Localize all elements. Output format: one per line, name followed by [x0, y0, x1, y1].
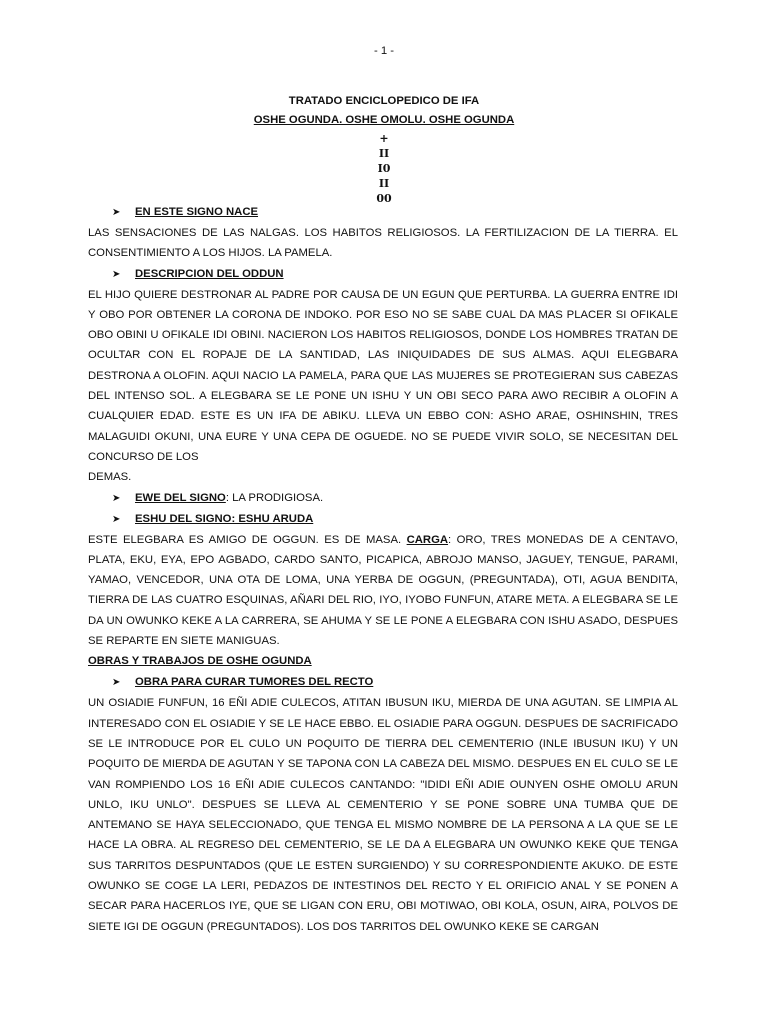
paragraph: [88, 530, 678, 652]
paragraph-tail: DEMAS.: [88, 471, 132, 484]
sign-mark: II: [378, 177, 390, 190]
right-arrowhead-icon: ➤: [112, 268, 121, 280]
sign-mark: 00: [376, 192, 392, 205]
heading-label: OBRA PARA CURAR TUMORES DEL RECTO: [135, 676, 374, 689]
paragraph: LAS SENSACIONES DE LAS NALGAS. LOS HABITOS RELIGIOSOS. LA FERTILIZACION DE LA TIERRA. EL CONSENTIMIENTO A LOS HIJOS. LA PAMELA.: [88, 227, 678, 260]
section-heading: OBRAS Y TRABAJOS DE OSHE OGUNDA: [88, 655, 312, 668]
sign-mark: II: [378, 147, 390, 160]
page-number: - 1 -: [373, 45, 395, 57]
text-segment: : ORO, TRES MONEDAS DE A CENTAVO, PLATA, EKU, EYA, EPO AGBADO, CARDO SANTO, PICAPICA, ABROJO MANSO, JAGUEY, TENGUE, PARAMI, YAMAO, VENCEDOR, UNA OTA DE LOMA, UNA YERBA DE OGGUN, (PREGUNTADA), OTI, AGUA BENDITA, TIERRA DE LAS CUATRO ESQUINAS, AÑARI DEL RIO, IYO, IYOBO FUNFUN, ATARE META. A ELEGBARA SE LE DA UN OWUNKO KEKE A LA CARRERA, SE AHUMA Y SE LE PONE A ELEGBARA CON ISHU ASADO, DESPUES SE REPARTE EN SIETE MANIGUAS.: [88, 533, 678, 648]
section-heading: [88, 488, 678, 509]
heading-label: EWE DEL SIGNO: [135, 491, 226, 504]
text-segment: ESTE ELEGBARA ES AMIGO DE OGGUN. ES DE MASA.: [88, 533, 407, 546]
title-block: [0, 92, 768, 130]
document-body: [88, 202, 678, 937]
heading-label: EN ESTE SIGNO NACE: [135, 206, 259, 218]
section-heading: [88, 264, 678, 285]
heading-text: : LA PRODIGIOSA.: [225, 491, 324, 504]
section-heading: [88, 672, 678, 693]
document-title: TRATADO ENCICLOPEDICO DE IFA: [288, 95, 480, 107]
right-arrowhead-icon: ➤: [112, 207, 121, 218]
sign-marks: [0, 131, 768, 206]
heading-label: DESCRIPCION DEL ODDUN: [135, 267, 284, 280]
sign-mark: I0: [377, 162, 391, 175]
carga-label: CARGA: [406, 533, 449, 546]
paragraph: EL HIJO QUIERE DESTRONAR AL PADRE POR CAUSA DE UN EGUN QUE PERTURBA. LA GUERRA ENTRE IDI Y OBO POR OBTENER LA CORONA DE INDOKO. POR ESO NO SE SABE CUAL DA MAS PLACER SI OFIKALE OBO OBINI U OFIKALE IDI OBINI. NACIERON LOS HABITOS RELIGIOSOS, DONDE LOS HOMBRES TRATAN DE OCULTAR CON EL ROPAJE DE LA SANTIDAD, LAS INIQUIDADES DE SUS ALMAS. AQUI ELEGBARA DESTRONA A OLOFIN. AQUI NACIO LA PAMELA, PARA QUE LAS MUJERES SE PROTEGIERAN SUS CABEZAS DEL INTENSO SOL. A ELEGBARA SE LE PONE UN ISHU Y UN OBI SECO PARA AWO RECIBIR A OLOFIN A CUALQUIER EDAD. ESTE ES UN IFA DE ABIKU. LLEVA UN EBBO CON: ASHO ARAE, OSHINSHIN, TRES MALAGUIDI OKUNI, UNA EURE Y UNA CEPA DE OGUEDE. NO SE PUEDE VIVIR SOLO, SE NECESITAN DEL CONCURSO DE LOS: [88, 288, 678, 463]
right-arrowhead-icon: ➤: [112, 492, 121, 504]
right-arrowhead-icon: ➤: [112, 513, 121, 525]
paragraph: UN OSIADIE FUNFUN, 16 EÑI ADIE CULECOS, ATITAN IBUSUN IKU, MIERDA DE UNA AGUTAN. SE LIMPIA AL INTERESADO CON EL OSIADIE Y SE LE HACE EBBO. EL OSIADIE PARA OGGUN. DESPUES DE SACRIFICADO SE LE INTRODUCE POR EL CULO UN POQUITO DE TIERRA DEL CEMENTERIO (INLE IBUSUN IKU) Y UN POQUITO DE MIERDA DE AGUTAN Y SE TAPONA CON LA CABEZA DEL MISMO. DESPUES EN EL CULO SE LE VAN ROMPIENDO LOS 16 EÑI ADIE CULECOS CANTANDO: "IDIDI EÑI ADIE OUNYEN OSHE OMOLU ARUN UNLO, IKU UNLO". DESPUES SE LLEVA AL CEMENTERIO Y SE PONE SOBRE UNA TUMBA QUE DE ANTEMANO SE HAYA SELECCIONADO, QUE TENGA EL MISMO NOMBRE DE LA PERSONA A LA QUE SE LE HACE LA OBRA. AL REGRESO DEL CEMENTERIO, SE LE DA A ELEGBARA UN OWUNKO KEKE QUE TENGA SUS TARRITOS DESPUNTADOS (QUE LE ESTEN SURGIENDO) Y SU CORRESPONDIENTE AKUKO. DE ESTE OWUNKO SE COGE LA LERI, PEDAZOS DE INTESTINOS DEL RECTO Y EL ORIFICIO ANAL Y SE PONEN A SECAR PARA HACERLOS IYE, QUE SE LIGAN CON ERU, OBI MOTIWAO, OBI KOLA, OSUN, AIRA, POLVOS DE SIETE IGI DE OGGUN (PREGUNTADOS). LOS DOS TARRITOS DEL OWUNKO KEKE SE CARGAN: [88, 697, 678, 933]
heading-label: ESHU DEL SIGNO: ESHU ARUDA: [135, 512, 314, 525]
right-arrowhead-icon: ➤: [112, 677, 121, 689]
section-heading: [88, 509, 678, 530]
document-subtitle: OSHE OGUNDA. OSHE OMOLU. OSHE OGUNDA: [253, 114, 515, 126]
sign-mark: +: [379, 132, 389, 145]
section-heading: [88, 202, 678, 223]
